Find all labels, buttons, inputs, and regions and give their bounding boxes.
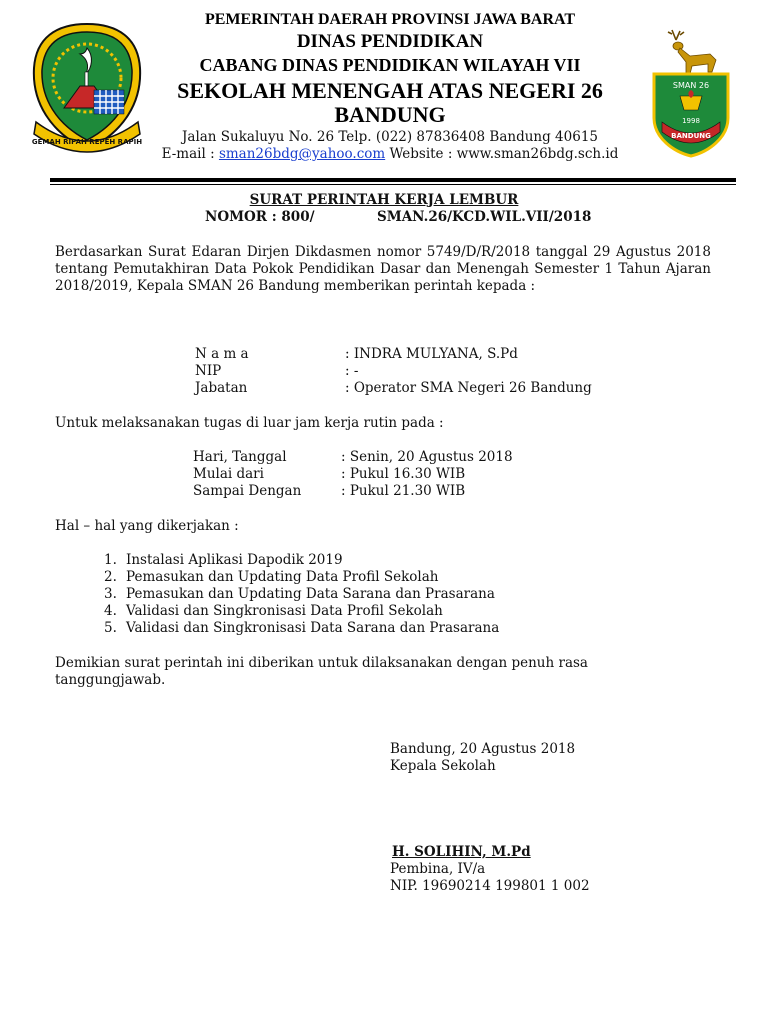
schedule-field-row — [193, 483, 613, 500]
letterhead-department: DINAS PENDIDIKAN — [296, 31, 484, 52]
task-number: 3. — [104, 586, 117, 602]
schedule-field-label: Mulai dari — [193, 466, 264, 482]
person-field-label: N a m a — [195, 346, 249, 362]
person-field-value: : - — [345, 363, 359, 379]
schedule-field-value: : Pukul 21.30 WIB — [341, 483, 466, 499]
task-number: 4. — [104, 603, 117, 619]
task-text: Pemasukan dan Updating Data Sarana dan Prasarana — [126, 586, 495, 602]
svg-text:BANDUNG: BANDUNG — [671, 132, 711, 140]
email-link[interactable]: sman26bdg@yahoo.com — [218, 146, 386, 162]
schedule-field-row — [193, 449, 613, 466]
document-number-label: NOMOR : 800/ — [205, 209, 315, 225]
closing-paragraph: Demikian surat perintah ini diberikan untuk dilaksanakan dengan penuh rasa tanggungjawab. — [55, 655, 588, 688]
document-number-suffix: SMAN.26/KCD.WIL.VII/2018 — [377, 209, 592, 225]
task-number: 5. — [104, 620, 117, 636]
signature-rank: Pembina, IV/a — [390, 861, 486, 877]
signature-place-date: Bandung, 20 Agustus 2018 — [390, 741, 576, 757]
task-text: Pemasukan dan Updating Data Profil Sekolah — [126, 569, 439, 585]
signature-position: Kepala Sekolah — [390, 758, 496, 774]
schedule-field-label: Sampai Dengan — [193, 483, 302, 499]
task-text: Validasi dan Singkronisasi Data Sarana dan Prasarana — [126, 620, 500, 636]
email-label: E-mail : — [161, 146, 219, 162]
task-text: Instalasi Aplikasi Dapodik 2019 — [126, 552, 343, 568]
person-field-value: : Operator SMA Negeri 26 Bandung — [345, 380, 592, 396]
signature-name: H. SOLIHIN, M.Pd — [392, 844, 531, 860]
svg-text:GEMAH RIPAH REPEH RAPIH: GEMAH RIPAH REPEH RAPIH — [31, 138, 143, 146]
document-title — [0, 192, 768, 208]
letterhead-divider-thin — [50, 184, 736, 185]
letterhead-divider-thick — [50, 178, 736, 182]
schedule-field-value: : Senin, 20 Agustus 2018 — [341, 449, 513, 465]
task-item — [104, 586, 499, 603]
person-field-row — [195, 346, 615, 363]
person-field-label: NIP — [195, 363, 222, 379]
person-field-value: : INDRA MULYANA, S.Pd — [345, 346, 518, 362]
task-number: 1. — [104, 552, 117, 568]
schedule-field-value: : Pukul 16.30 WIB — [341, 466, 466, 482]
tasks-heading: Hal – hal yang dikerjakan : — [55, 518, 239, 534]
task-item — [104, 552, 499, 569]
signature-nip: NIP. 19690214 199801 1 002 — [390, 878, 590, 894]
person-field-label: Jabatan — [195, 380, 248, 396]
schedule-field-row — [193, 466, 613, 483]
task-item — [104, 603, 499, 620]
task-item — [104, 620, 499, 637]
svg-text:1998: 1998 — [682, 117, 700, 125]
sman26-logo — [650, 26, 732, 158]
letterhead-address: Jalan Sukaluyu No. 26 Telp. (022) 87836408 Bandung 40615 — [181, 129, 599, 145]
task-item — [104, 569, 499, 586]
document-number — [205, 209, 592, 225]
document-title-text: SURAT PERINTAH KERJA LEMBUR — [249, 192, 519, 208]
person-field-row — [195, 363, 615, 380]
letterhead-government: PEMERINTAH DAERAH PROVINSI JAWA BARAT — [204, 11, 576, 28]
task-text: Validasi dan Singkronisasi Data Profil Sekolah — [126, 603, 443, 619]
person-field-row — [195, 380, 615, 397]
website-text: Website : www.sman26bdg.sch.id — [385, 146, 619, 162]
svg-text:SMAN 26: SMAN 26 — [672, 81, 710, 90]
letterhead-school-name: SEKOLAH MENENGAH ATAS NEGERI 26 — [177, 78, 603, 103]
task-list — [104, 552, 499, 637]
task-intro: Untuk melaksanakan tugas di luar jam kerja rutin pada : — [55, 415, 444, 431]
letterhead-contact — [130, 146, 650, 162]
jawa-barat-emblem-logo — [28, 20, 146, 158]
task-number: 2. — [104, 569, 117, 585]
letterhead-city: BANDUNG — [334, 102, 446, 127]
letterhead-branch: CABANG DINAS PENDIDIKAN WILAYAH VII — [199, 55, 581, 75]
schedule-field-label: Hari, Tanggal — [193, 449, 287, 465]
intro-paragraph: Berdasarkan Surat Edaran Dirjen Dikdasmen nomor 5749/D/R/2018 tanggal 29 Agustus 2018 tentang Pemutakhiran Data Pokok Pendidikan Dasar dan Menengah Semester 1 Tahun Ajaran 2018/2019, Kepala SMAN 26 Bandung memberikan perintah kepada : — [55, 244, 711, 294]
